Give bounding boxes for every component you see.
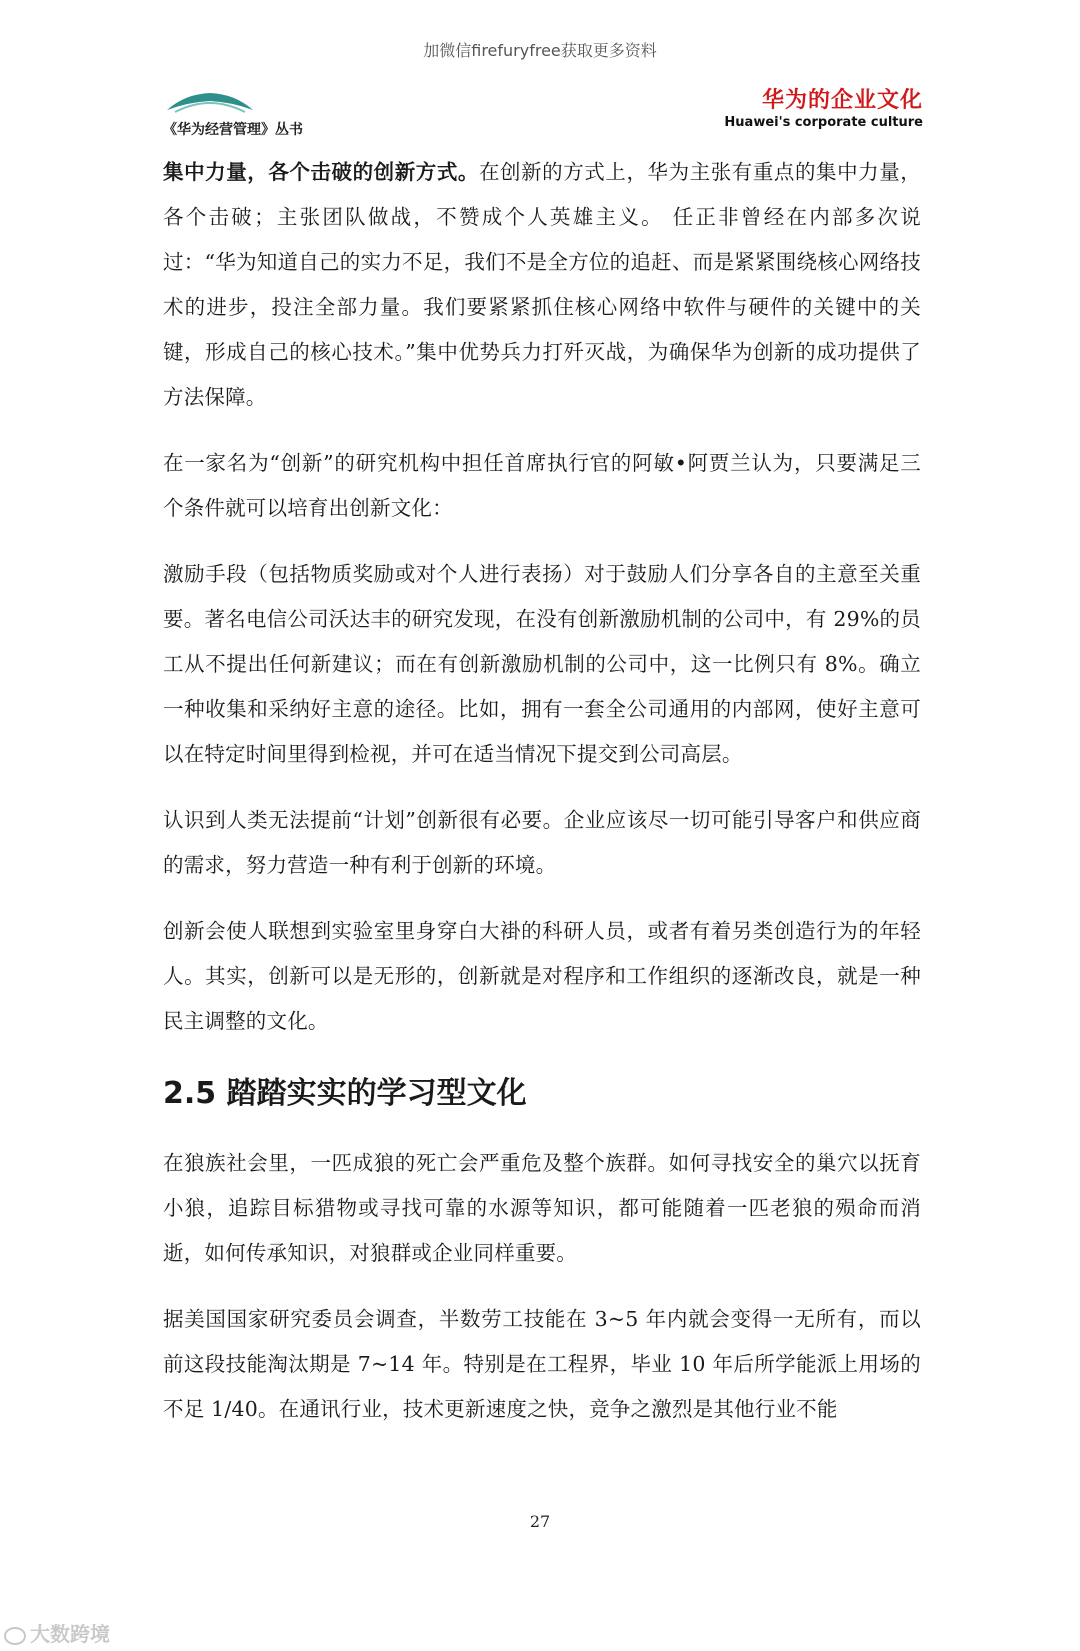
series-name: 《华为经营管理》丛书 xyxy=(163,122,303,138)
body-paragraph: 创新会使人联想到实验室里身穿白大褂的科研人员，或者有着另类创造行为的年轻人。其实，创新可以是无形的，创新就是对程序和工作组织的逐渐改良，就是一种民主调整的文化。 xyxy=(163,919,921,1033)
body-paragraph: 在一家名为“创新”的研究机构中担任首席执行官的阿敏•阿贾兰认为，只要满足三个条件就可以培育出创新文化： xyxy=(163,451,921,520)
body-paragraph: 据美国国家研究委员会调查，半数劳工技能在 3~5 年内就会变得一无所有，而以前这段技能淘汰期是 7~14 年。特别是在工程界，毕业 10 年后所学能派上用场的不足 1/40。在通讯行业，技术更新速度之快，竞争之激烈是其他行业不能 xyxy=(163,1307,921,1421)
corner-watermark xyxy=(4,1618,110,1647)
watermark-logo-icon xyxy=(4,1627,26,1645)
page-number: 27 xyxy=(529,1512,551,1531)
mountain-logo-icon xyxy=(165,90,255,114)
body-paragraph xyxy=(163,150,921,420)
body-paragraph: 在狼族社会里，一匹成狼的死亡会严重危及整个族群。如何寻找安全的巢穴以抚育小狼，追踪目标猎物或寻找可靠的水源等知识，都可能随着一匹老狼的殒命而消逝，如何传承知识，对狼群或企业同样重要。 xyxy=(163,1151,921,1265)
corner-watermark-text: 大数跨境 xyxy=(30,1622,110,1646)
series-logo xyxy=(163,88,313,144)
section-heading: 2.5 踏踏实实的学习型文化 xyxy=(163,1076,527,1111)
page-body xyxy=(163,150,921,1432)
body-paragraph: 认识到人类无法提前“计划”创新很有必要。企业应该尽一切可能引导客户和供应商的需求，努力营造一种有利于创新的环境。 xyxy=(163,808,921,877)
paragraph-lead: 集中力量，各个击破的创新方式。 xyxy=(163,160,479,184)
brand-block xyxy=(724,88,923,131)
body-paragraph: 激励手段（包括物质奖励或对个人进行表扬）对于鼓励人们分享各自的主意至关重要。著名电信公司沃达丰的研究发现，在没有创新激励机制的公司中，有 29%的员工从不提出任何新建议；而在有创新激励机制的公司中，这一比例只有 8%。确立一种收集和采纳好主意的途径。比如，拥有一套全公司通用的内部网，使好主意可以在特定时间里得到检视，并可在适当情况下提交到公司高层。 xyxy=(163,562,921,766)
top-watermark-text: 加微信firefuryfree获取更多资料 xyxy=(423,41,657,60)
brand-title-cn: 华为的企业文化 xyxy=(761,88,923,113)
page-header xyxy=(163,88,923,144)
brand-title-en: Huawei's corporate culture xyxy=(724,115,923,130)
paragraph-text: 在创新的方式上，华为主张有重点的集中力量，各个击破；主张团队做战，不赞成个人英雄主义。 任正非曾经在内部多次说过：“华为知道自己的实力不足，我们不是全方位的追赶、而是紧紧围绕核心网络技术的进步，投注全部力量。我们要紧紧抓住核心网络中软件与硬件的关键中的关键，形成自己的核心技术。”集中优势兵力打歼灭战，为确保华为创新的成功提供了方法保障。 xyxy=(163,160,921,409)
